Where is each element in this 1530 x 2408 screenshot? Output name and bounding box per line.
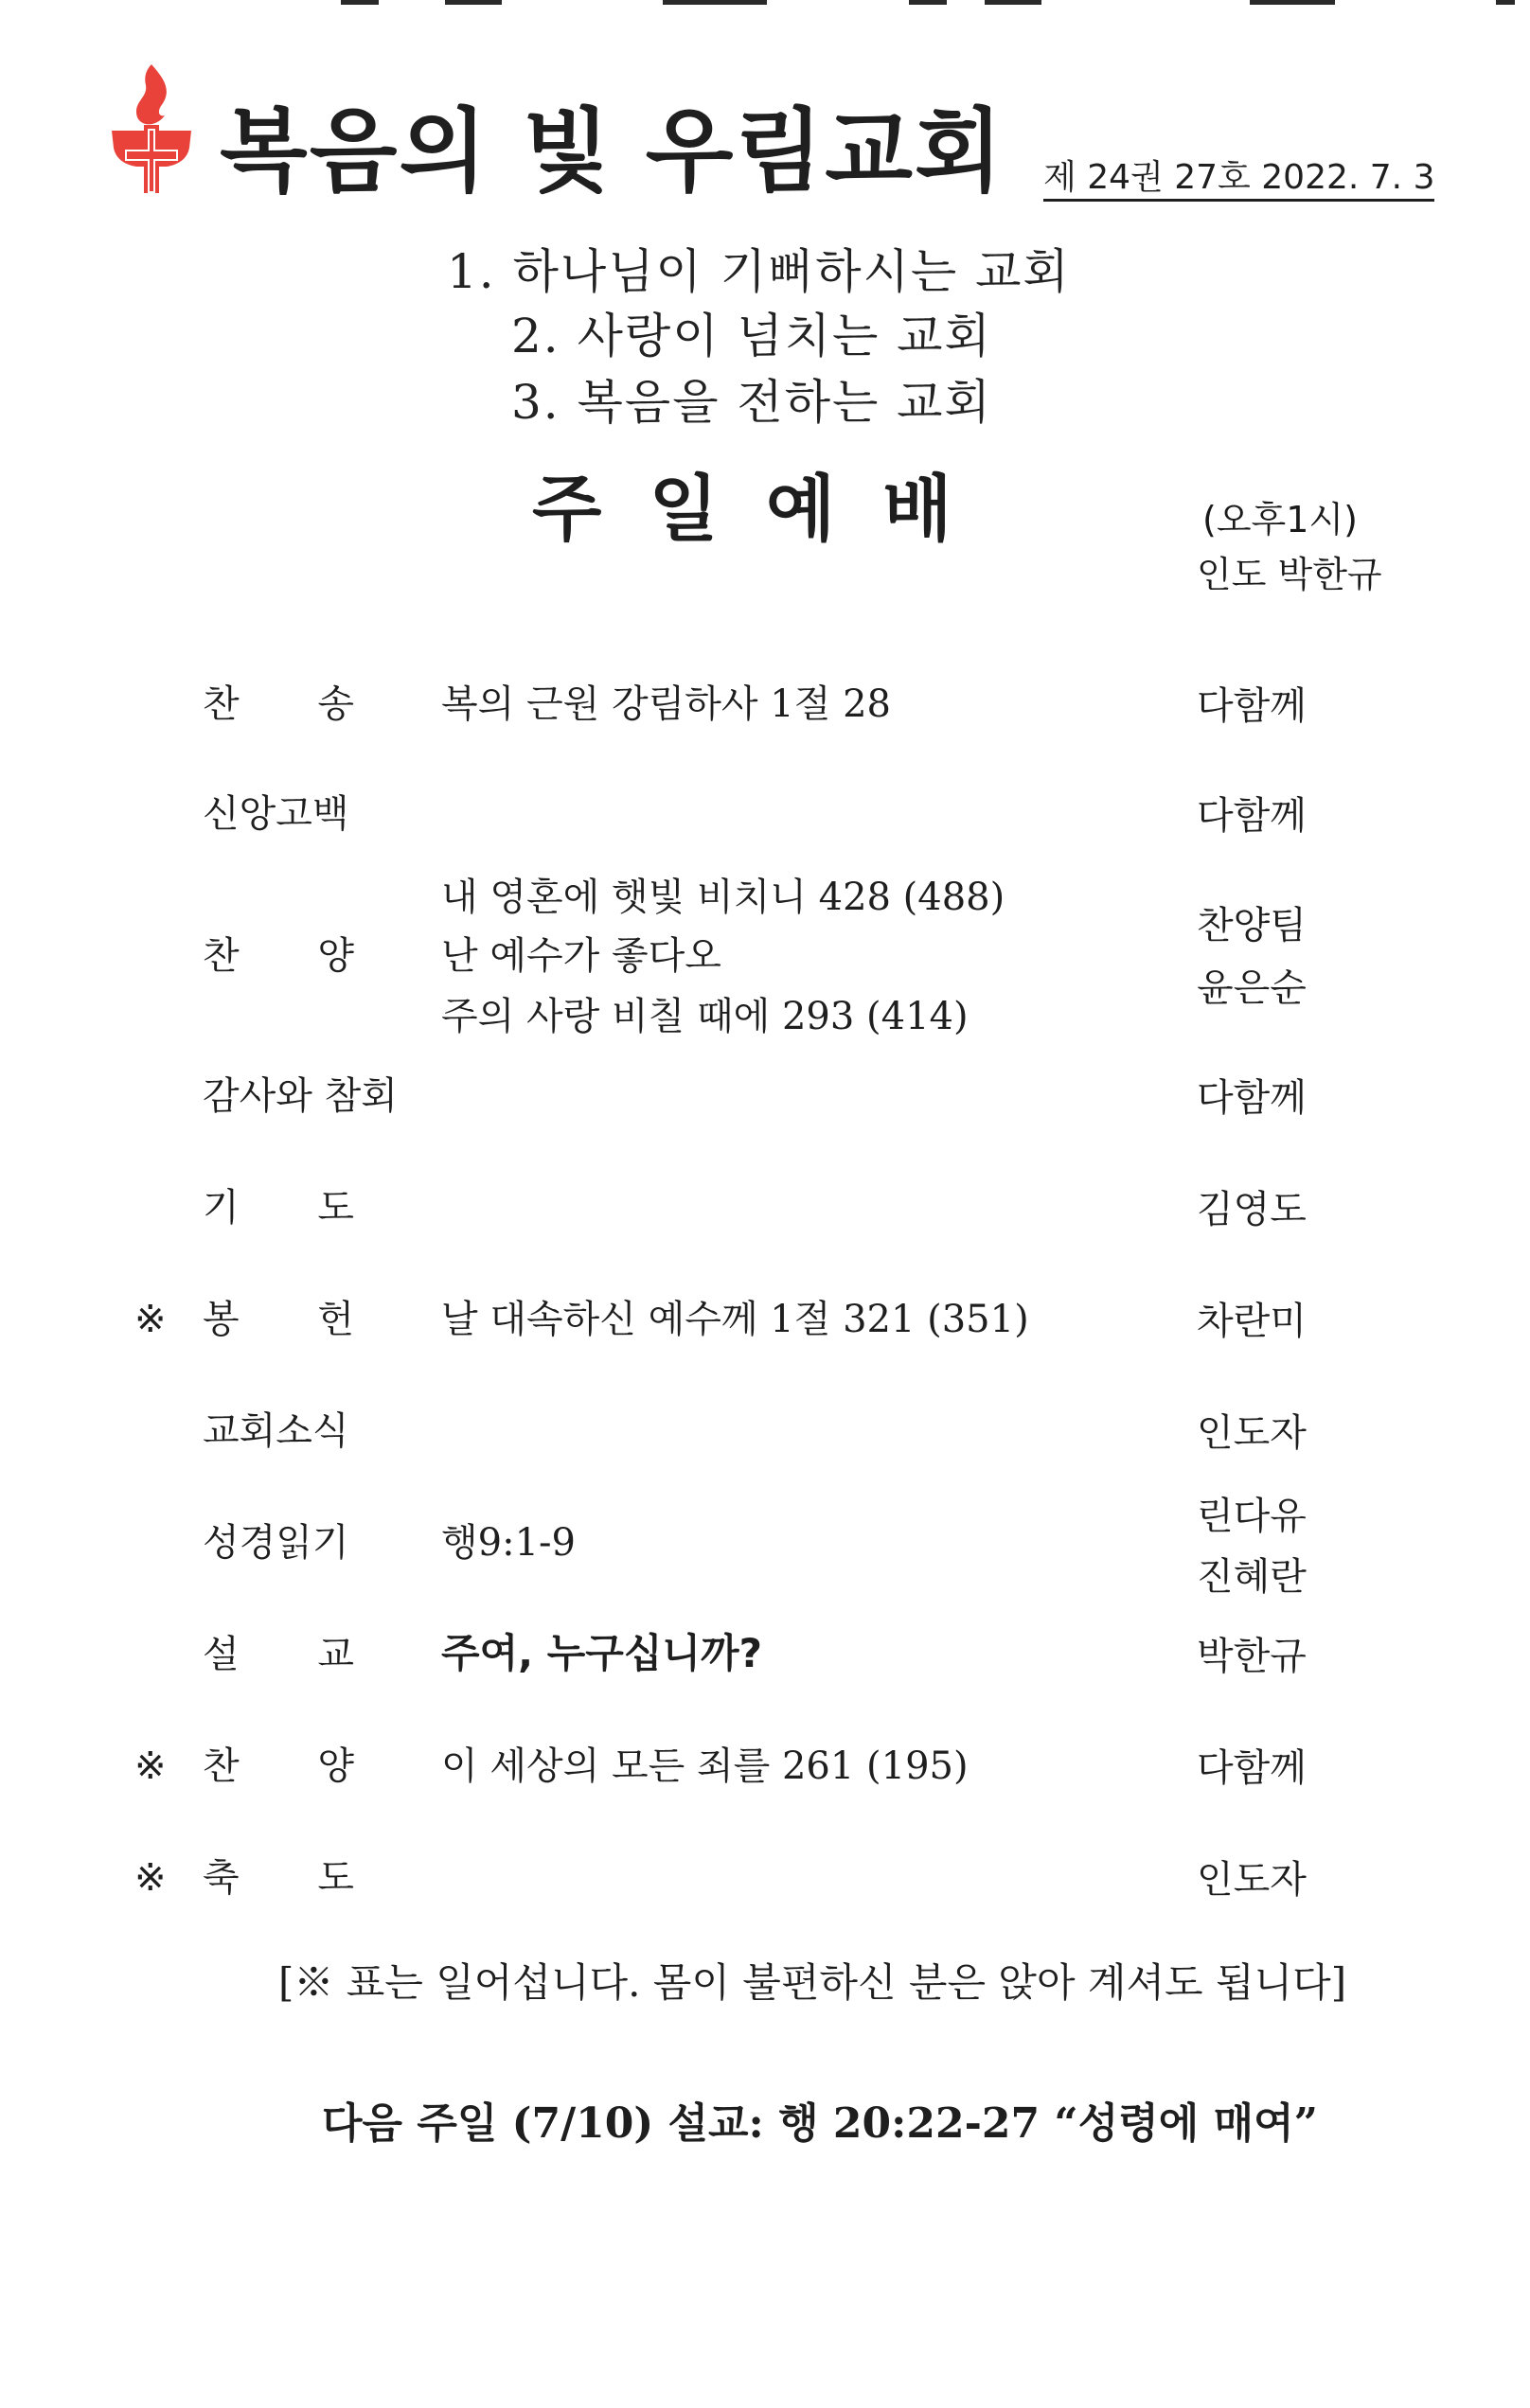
order-person: 찬양팀 (1197, 904, 1307, 947)
issue-info: 제 24권 27호 2022. 7. 3 (1043, 161, 1434, 202)
order-content: 행9:1-9 (441, 1521, 576, 1565)
standing-mark: ※ (134, 1298, 167, 1341)
order-content: 난 예수가 좋다오 (441, 934, 721, 978)
order-item (203, 1633, 354, 1676)
order-content: 복의 근원 강림하사 1절 28 (441, 682, 891, 726)
sermon-title: 주여, 누구십니까? (441, 1630, 762, 1676)
order-item-char: 도 (317, 1856, 354, 1900)
order-item-char: 교 (317, 1633, 354, 1676)
order-item (203, 1744, 354, 1788)
standing-note: [※ 표는 일어섭니다. 몸이 불편하신 분은 앉아 계셔도 됩니다] (278, 1959, 1347, 2006)
church-name: 복음의 빛 우림교회 (220, 98, 1005, 204)
order-person: 진혜란 (1197, 1555, 1307, 1599)
order-item-char: 양 (317, 934, 354, 978)
service-leader: 인도 박한규 (1197, 554, 1382, 595)
order-content: 내 영혼에 햇빛 비치니 428 (488) (441, 876, 1005, 919)
order-person: 린다유 (1197, 1495, 1307, 1538)
order-person: 다함께 (1197, 1076, 1307, 1120)
standing-mark: ※ (134, 1744, 167, 1788)
order-item-char: 봉 (203, 1298, 240, 1341)
church-logo-icon (98, 59, 205, 199)
order-item-char: 기 (203, 1186, 240, 1230)
order-item-char: 송 (317, 682, 354, 726)
order-item (203, 1298, 354, 1341)
order-person: 다함께 (1197, 794, 1307, 838)
order-item (203, 682, 354, 726)
motto-3: 3. 복음을 전하는 교회 (511, 375, 992, 430)
order-item: 감사와 참회 (203, 1074, 398, 1118)
order-person: 김영도 (1197, 1188, 1307, 1231)
motto-1: 1. 하나님이 기뻐하시는 교회 (447, 244, 1071, 299)
order-content: 날 대속하신 예수께 1절 321 (351) (441, 1298, 1029, 1341)
standing-mark: ※ (134, 1856, 167, 1900)
order-item-char: 찬 (203, 934, 240, 978)
order-person: 다함께 (1197, 684, 1307, 728)
order-item: 성경읽기 (203, 1521, 349, 1565)
order-item-char: 설 (203, 1633, 240, 1676)
order-item: 교회소식 (203, 1409, 349, 1453)
scan-edge-marks (0, 0, 1530, 9)
order-person: 인도자 (1197, 1858, 1307, 1902)
order-person: 박한규 (1197, 1635, 1307, 1678)
service-time: (오후1시) (1202, 499, 1358, 540)
order-item (203, 1856, 354, 1900)
order-person: 차란미 (1197, 1300, 1307, 1343)
next-sermon: 다음 주일 (7/10) 설교: 행 20:22-27 “성령에 매여” (322, 2099, 1318, 2148)
order-item-char: 찬 (203, 682, 240, 726)
order-person: 윤은순 (1197, 966, 1307, 1010)
order-item-char: 헌 (317, 1298, 354, 1341)
order-item (203, 1186, 354, 1230)
order-item-char: 도 (317, 1186, 354, 1230)
order-person: 인도자 (1197, 1411, 1307, 1455)
order-item-char: 찬 (203, 1744, 240, 1788)
order-item-char: 축 (203, 1856, 240, 1900)
order-content: 주의 사랑 비칠 때에 293 (414) (441, 995, 969, 1038)
order-content: 이 세상의 모든 죄를 261 (195) (441, 1744, 969, 1788)
service-title: 주일예배 (532, 467, 1000, 551)
order-item (203, 934, 354, 978)
order-item-char: 양 (317, 1744, 354, 1788)
order-person: 다함께 (1197, 1746, 1307, 1790)
order-item: 신앙고백 (203, 792, 349, 836)
motto-2: 2. 사랑이 넘치는 교회 (511, 309, 992, 363)
